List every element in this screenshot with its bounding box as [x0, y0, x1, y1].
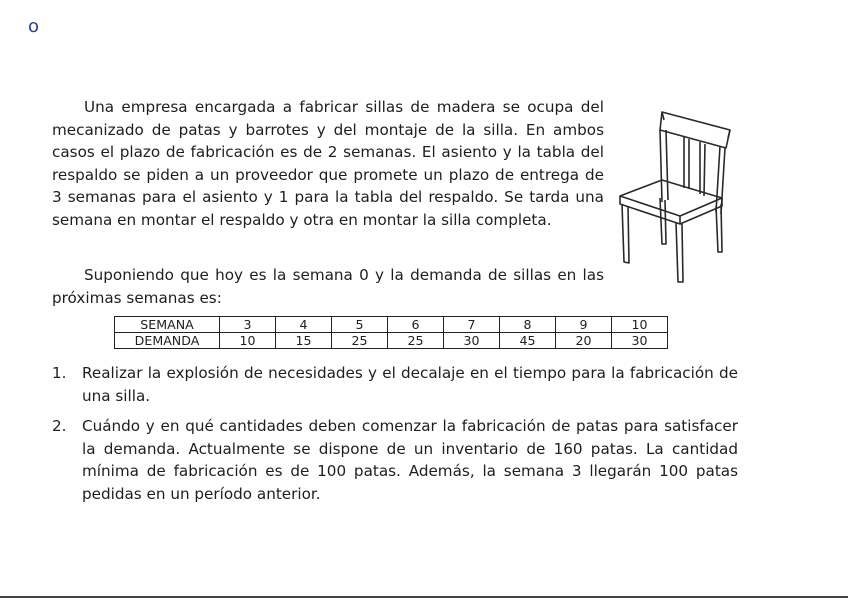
- row-header-demanda: DEMANDA: [115, 333, 220, 349]
- item-text: Realizar la explosión de necesidades y el decalaje en el tiempo para la fabricación de una silla.: [82, 364, 738, 405]
- table-row: [115, 317, 668, 333]
- table-cell: 8: [500, 317, 556, 333]
- list-item: [52, 362, 738, 407]
- table-cell: 25: [388, 333, 444, 349]
- back-post-right: [716, 146, 725, 214]
- table-cell: 10: [220, 333, 276, 349]
- table-cell: 3: [220, 317, 276, 333]
- question-list: [52, 362, 738, 506]
- list-item: [52, 415, 738, 505]
- demand-table: [114, 316, 668, 349]
- leg-back-right: [716, 204, 722, 252]
- table-cell: 15: [276, 333, 332, 349]
- problem-statement: Una empresa encargada a fabricar sillas de madera se ocupa del mecanizado de patas y barrotes y del montaje de la silla. En ambos casos el plazo de fabricación es de 2 semanas. El asiento y la tabla del respaldo se piden a un proveedor que promete un plazo de entrega de 3 semanas para el asiento y 1 para la tabla del respaldo. Se tarda una semana en montar el respaldo y otra en montar la silla completa.: [52, 98, 604, 229]
- table-cell: 7: [444, 317, 500, 333]
- table-row: [115, 333, 668, 349]
- table-cell: 5: [332, 317, 388, 333]
- table-cell: 30: [444, 333, 500, 349]
- table-cell: 25: [332, 333, 388, 349]
- table-cell: 45: [500, 333, 556, 349]
- table-cell: 4: [276, 317, 332, 333]
- leg-back-left: [660, 198, 666, 244]
- chair-illustration: [612, 104, 738, 284]
- backrest-board: [660, 112, 730, 148]
- leg-front-right: [676, 222, 683, 282]
- table-cell: 9: [556, 317, 612, 333]
- row-header-semana: SEMANA: [115, 317, 220, 333]
- table-cell: 30: [612, 333, 668, 349]
- table-cell: 10: [612, 317, 668, 333]
- back-post-left: [660, 130, 668, 202]
- demand-intro: Suponiendo que hoy es la semana 0 y la demanda de sillas en las próximas semanas es:: [52, 266, 604, 307]
- margin-mark: o: [28, 16, 40, 37]
- item-text: Cuándo y en qué cantidades deben comenzar la fabricación de patas para satisfacer la demanda. Actualmente se dispone de un inventario de 160 patas. La cantidad mínima de fabricación es de 100 patas. Además, la semana 3 llegarán 100 patas pedidas en un período anterior.: [82, 417, 738, 503]
- item-number: 2.: [52, 417, 67, 436]
- item-number: 1.: [52, 364, 67, 382]
- page-bottom-edge: [0, 596, 848, 598]
- seat: [620, 180, 722, 216]
- leg-front-left: [622, 204, 629, 263]
- table-cell: 6: [388, 317, 444, 333]
- table-cell: 20: [556, 333, 612, 349]
